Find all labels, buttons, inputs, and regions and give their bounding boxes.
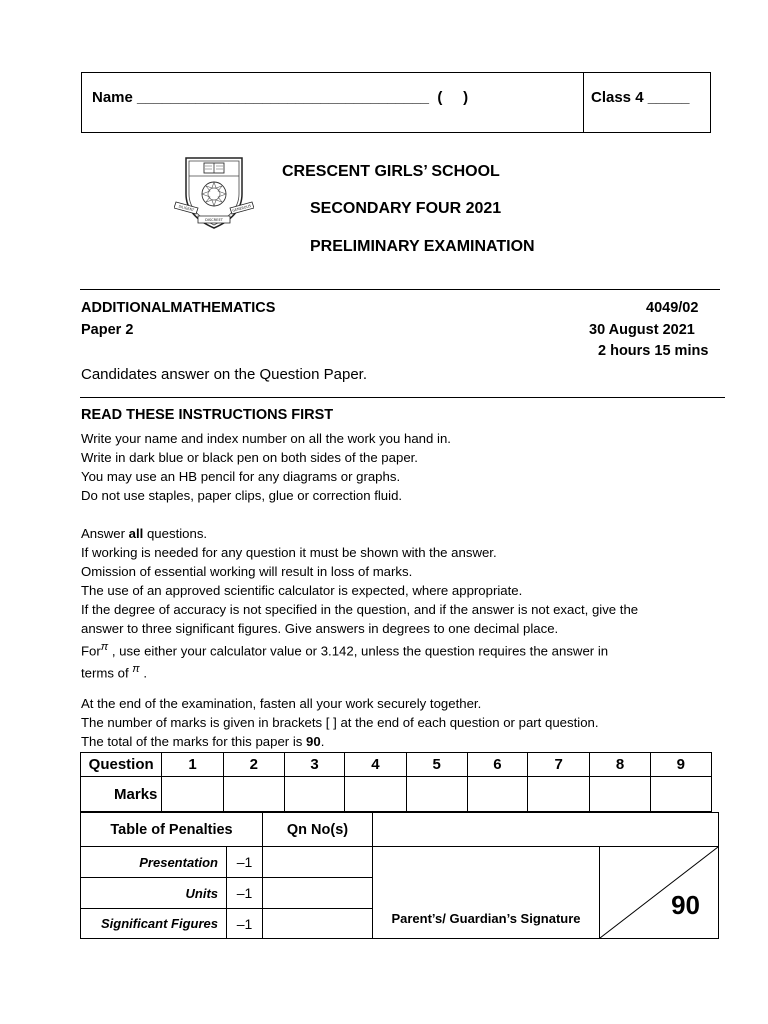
total-suffix: . [320,734,325,749]
instructions-block-1 [81,429,451,505]
penalty-qn-cell[interactable] [262,846,373,878]
divider-bottom [80,397,725,398]
penalty-qn-cell[interactable] [262,877,373,909]
marks-cell[interactable] [650,777,711,812]
instruction-line: answer to three significant figures. Give answers in degrees to one decimal place. [81,621,559,636]
diagonal-line [600,847,718,938]
instruction-line: Write your name and index number on all the work you hand in. [81,431,451,446]
instruction-line-answer [81,524,638,543]
instruction-line: The use of an approved scientific calculator is expected, where appropriate. [81,583,523,598]
crest-motto-right: GENEROUS [231,203,252,213]
penalty-label-units: Units [80,877,227,909]
pi-prefix: For [81,643,101,659]
instruction-line: The number of marks is given in brackets [ ] at the end of each question or part question. [81,715,599,730]
marks-cell[interactable] [406,777,467,812]
total-marks: 90 [671,890,700,920]
question-number: 7 [528,753,590,777]
marks-cell[interactable] [590,777,650,812]
instruction-line-total [81,732,599,751]
marks-cell[interactable] [467,777,527,812]
name-field[interactable]: Name ___________________________________ ( ) [92,89,469,106]
question-number: 2 [223,753,284,777]
question-header: Question [81,753,162,777]
instructions-block-3 [81,694,599,751]
instruction-line: You may use an HB pencil for any diagrams or graphs. [81,469,401,484]
exam-title: PRELIMINARY EXAMINATION [310,238,535,255]
signature-label: Parent’s/ Guardian’s Signature [391,911,581,926]
instructions-heading: READ THESE INSTRUCTIONS FIRST [81,407,334,423]
paper-number: Paper 2 [81,322,134,338]
penalty-qn-cell[interactable] [262,908,373,939]
pi-terms-suffix: . [139,665,147,681]
crest-motto-left: DILIGENT [178,204,195,213]
question-number: 8 [590,753,650,777]
penalties-blank [372,812,719,847]
qn-header: Qn No(s) [262,812,373,847]
penalty-value: –1 [226,908,263,939]
question-number: 3 [284,753,344,777]
question-number: 6 [467,753,527,777]
crest-motto-bottom: DISCREET [205,218,223,222]
subject-title: ADDITIONALMATHEMATICS [81,300,276,316]
instruction-line: If the degree of accuracy is not specified in the question, and if the answer is not exact, give the [81,602,639,617]
question-number: 5 [406,753,467,777]
pi-symbol: π [132,663,140,676]
total-marks-box [599,846,719,939]
marks-cell[interactable] [345,777,406,812]
instruction-line-pi-terms [81,660,638,682]
class-field[interactable]: Class 4 _____ [591,89,690,106]
answer-suffix: questions. [143,526,208,541]
instruction-line: At the end of the examination, fasten all your work securely together. [81,696,482,711]
instruction-line: Write in dark blue or black pen on both sides of the paper. [81,450,418,465]
marks-cell[interactable] [284,777,344,812]
penalties-table [80,812,719,939]
pi-terms-prefix: terms of [81,665,133,681]
instruction-line: If working is needed for any question it must be shown with the answer. [81,545,497,560]
question-number: 1 [162,753,223,777]
penalty-label-presentation: Presentation [80,846,227,878]
exam-date: 30 August 2021 [589,322,695,338]
marks-cell[interactable] [162,777,223,812]
pi-text: , use either your calculator value or 3.142, unless the question requires the answer in [108,643,609,659]
pi-symbol: π [100,641,109,653]
answer-prefix: Answer [81,526,129,541]
school-name: CRESCENT GIRLS’ SCHOOL [282,163,500,180]
exam-level: SECONDARY FOUR 2021 [310,200,502,217]
penalty-label-sig-figs: Significant Figures [80,908,227,939]
penalty-value: –1 [226,846,263,878]
signature-box[interactable] [372,846,600,939]
instruction-line: Omission of essential working will result in loss of marks. [81,564,413,579]
question-number: 9 [650,753,711,777]
marks-cell[interactable] [223,777,284,812]
marks-header: Marks [81,777,162,812]
name-box-divider [583,73,584,132]
total-marks-value: 90 [306,734,321,749]
instruction-line: Do not use staples, paper clips, glue or correction fluid. [81,488,403,503]
instruction-line-pi [81,638,638,660]
answer-all: all [128,526,144,541]
penalties-title: Table of Penalties [80,812,263,847]
penalty-value: –1 [226,877,263,909]
paper-code: 4049/02 [646,300,699,316]
school-crest-icon [174,154,254,234]
question-number: 4 [345,753,406,777]
exam-duration: 2 hours 15 mins [598,343,709,359]
name-class-box [81,72,711,133]
answer-note: Candidates answer on the Question Paper. [81,366,368,383]
marks-cell[interactable] [528,777,590,812]
marks-table [80,752,712,812]
instructions-block-2 [81,524,638,683]
divider-top [80,289,720,290]
total-prefix: The total of the marks for this paper is [81,734,307,749]
